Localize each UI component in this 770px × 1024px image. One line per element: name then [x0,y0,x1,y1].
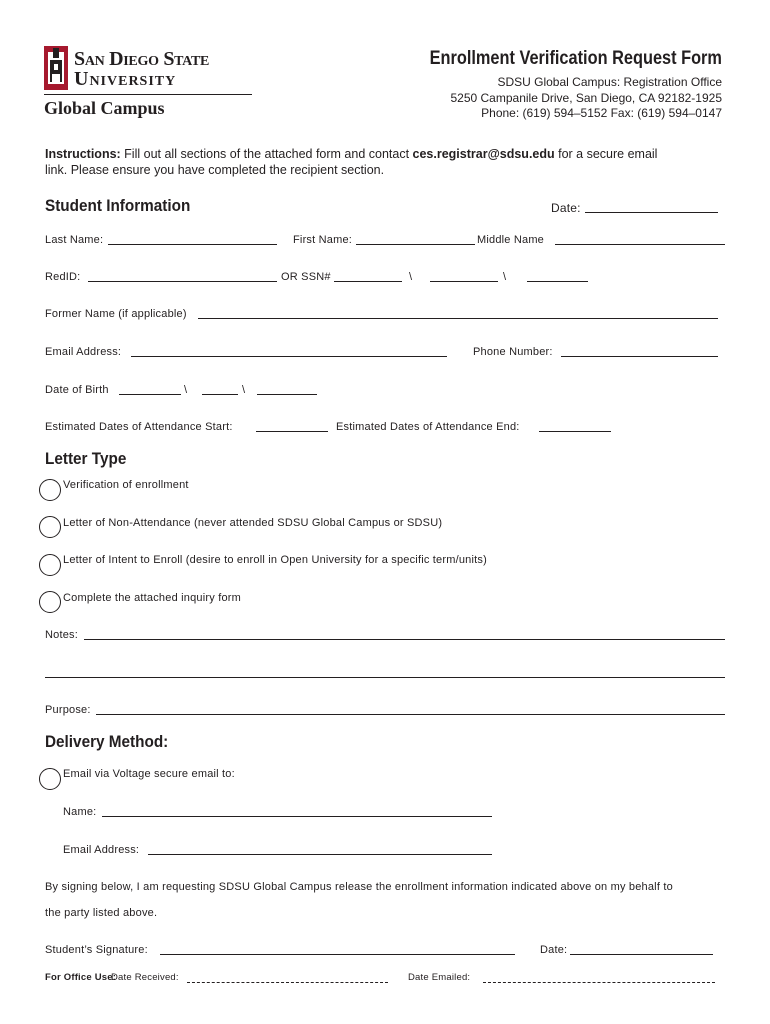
university-seal-icon [44,46,68,90]
notes-field-1[interactable] [84,639,725,640]
date-emailed-label: Date Emailed: [408,972,471,983]
signature-field[interactable] [160,954,515,955]
dob-field-year[interactable] [257,394,317,395]
consent-text-line-2: the party listed above. [45,907,158,919]
instructions-label: Instructions: [45,147,121,161]
letter-type-heading: Letter Type [45,449,127,468]
student-info-heading: Student Information [45,196,191,215]
dob-separator-2: \ [242,384,246,396]
email-voltage-label: Email via Voltage secure email to: [63,768,235,780]
option-inquiry-form-label: Complete the attached inquiry form [63,592,241,604]
radio-intent-to-enroll[interactable] [39,554,61,576]
ssn-separator-2: \ [503,271,507,283]
dob-field-month[interactable] [119,394,181,395]
purpose-label: Purpose: [45,704,91,716]
ssn-field-2[interactable] [430,281,498,282]
last-name-field[interactable] [108,244,277,245]
option-verification-label: Verification of enrollment [63,479,189,491]
logo [44,46,256,120]
logo-line-3: Global Campus [44,98,165,118]
date-label: Date: [551,201,581,215]
ssn-separator-1: \ [409,271,413,283]
consent-text-line-1: By signing below, I am requesting SDSU Global Campus release the enrollment information indicated above on my behalf to [45,881,673,893]
instructions-text-2: for a secure email [554,147,658,161]
option-non-attendance-label: Letter of Non-Attendance (never attended SDSU Global Campus or SDSU) [63,517,443,529]
office-name: SDSU Global Campus: Registration Office [497,75,722,89]
first-name-field[interactable] [356,244,475,245]
notes-field-2[interactable] [45,677,725,678]
registrar-email-link[interactable]: ces.registrar@sdsu.edu [412,147,555,161]
radio-email-voltage[interactable] [39,768,61,790]
office-address: 5250 Campanile Drive, San Diego, CA 92182-1925 [450,91,722,105]
attendance-end-label: Estimated Dates of Attendance End: [336,421,520,433]
dob-field-day[interactable] [202,394,238,395]
date-emailed-field[interactable] [483,982,715,983]
logo-line-1: San Diego State [74,48,210,70]
ssn-label: OR SSN# [281,271,331,283]
form-title: Enrollment Verification Request Form [429,48,722,69]
delivery-heading: Delivery Method: [45,732,169,751]
last-name-label: Last Name: [45,234,104,246]
attendance-start-label: Estimated Dates of Attendance Start: [45,421,233,433]
recipient-name-label: Name: [63,806,97,818]
purpose-field[interactable] [96,714,725,715]
instructions-text: Fill out all sections of the attached form and contact [120,147,413,161]
email-address-field[interactable] [131,356,447,357]
former-name-label: Former Name (if applicable) [45,308,187,320]
option-intent-to-enroll-label: Letter of Intent to Enroll (desire to enroll in Open University for a specific term/units) [63,554,487,566]
recipient-email-field[interactable] [148,854,492,855]
office-phone-fax: Phone: (619) 594–5152 Fax: (619) 594–0147 [481,106,722,120]
ssn-field-1[interactable] [334,281,402,282]
notes-label: Notes: [45,629,78,641]
redid-label: RedID: [45,271,81,283]
date-received-field[interactable] [187,982,388,983]
attendance-start-field[interactable] [256,431,328,432]
dob-label: Date of Birth [45,384,109,396]
middle-name-label: Middle Name [477,234,545,246]
radio-non-attendance[interactable] [39,516,61,538]
logo-line-2: University [74,68,177,90]
former-name-field[interactable] [198,318,718,319]
office-use-label: For Office Use: [45,972,117,983]
signature-date-label: Date: [540,944,568,956]
phone-number-label: Phone Number: [473,346,553,358]
redid-field[interactable] [88,281,277,282]
middle-name-field[interactable] [555,244,725,245]
logo-divider [44,94,252,95]
date-received-label: Date Received: [111,972,179,983]
email-address-label: Email Address: [45,346,122,358]
dob-separator-1: \ [184,384,188,396]
signature-label: Student’s Signature: [45,944,148,956]
recipient-name-field[interactable] [102,816,492,817]
attendance-end-field[interactable] [539,431,611,432]
radio-inquiry-form[interactable] [39,591,61,613]
radio-verification[interactable] [39,479,61,501]
first-name-label: First Name: [293,234,353,246]
recipient-email-label: Email Address: [63,844,140,856]
instructions [45,146,735,178]
signature-date-field[interactable] [570,954,713,955]
ssn-field-3[interactable] [527,281,588,282]
phone-number-field[interactable] [561,356,718,357]
instructions-line-2: link. Please ensure you have completed the recipient section. [45,163,385,177]
date-field[interactable] [585,212,718,213]
